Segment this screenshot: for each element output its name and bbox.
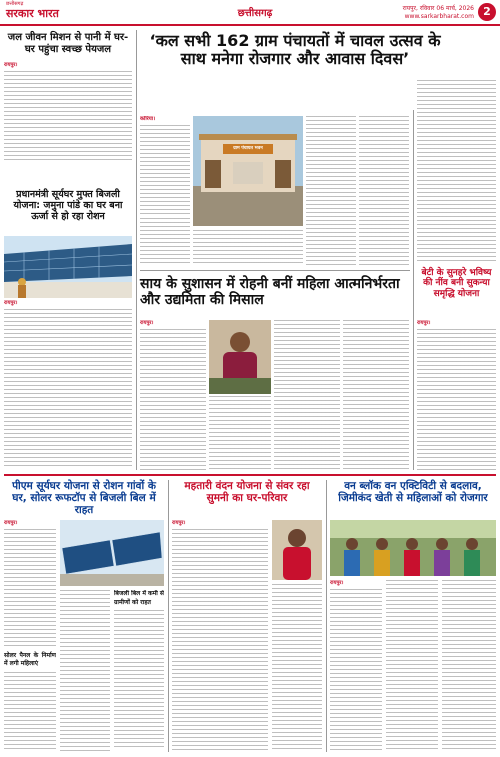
lead-headline[interactable]: ‘कल सभी 162 ग्राम पंचायतों में चावल उत्सव के साथ मनेगा रोजगार और आवास दिवस’	[149, 31, 441, 69]
story-headline[interactable]: वन ब्लॉक वन एक्टिविटी से बदलाव, जिमीकंद खेती से महिलाओं को रोजगार	[338, 480, 488, 505]
story-body-col-4	[140, 218, 190, 266]
story-byline: रायपुर।	[140, 320, 154, 326]
story-byline: रायपुर।	[4, 520, 18, 526]
section-title: छत्तीसगढ़	[237, 8, 273, 19]
story-byline: रायपुर।	[330, 580, 344, 586]
story-body-col-5	[193, 230, 303, 266]
story-body	[140, 320, 206, 470]
story-byline: रायपुर।	[172, 520, 186, 526]
story-subhead: बिजली बिल में कमी से ग्रामीणों को राहत	[114, 590, 164, 606]
solar-house-photo	[4, 236, 132, 298]
story-body	[417, 320, 496, 470]
story-body	[4, 300, 132, 468]
story-body-col-1	[140, 116, 190, 214]
solar-panels-photo	[60, 520, 164, 586]
rohni-photo	[209, 320, 271, 394]
story-byline: कोरिया।	[140, 116, 156, 122]
sumani-photo	[272, 520, 322, 580]
story-byline: रायपुर।	[417, 320, 431, 326]
story-subhead: सोलर पैनल के निर्माण में लगी महिलाएं	[4, 651, 56, 668]
story-body-col-2	[306, 116, 356, 266]
story-body-col-3	[359, 116, 409, 266]
story-headline[interactable]: पीएम सूर्यघर योजना से रोशन गांवों के घर, सोलर रूफटॉप से बिजली बिल में राहत	[12, 480, 156, 517]
column-divider	[326, 480, 327, 752]
story-body-col-3	[442, 580, 496, 752]
story-body-col-2	[60, 590, 110, 752]
newspaper-logo[interactable]	[6, 2, 59, 19]
masthead	[0, 0, 500, 26]
story-body-col-1	[4, 520, 56, 752]
story-body	[172, 520, 268, 752]
story-byline: रायपुर।	[4, 300, 18, 306]
story-body-col-2	[209, 396, 271, 470]
story-headline[interactable]: साय के सुशासन में रोहनी बनीं महिला आत्मनिर्भरता और उद्यमिता की मिसाल	[140, 276, 400, 309]
column-divider	[136, 30, 137, 470]
story-headline[interactable]: प्रधानमंत्री सूर्यघर मुफ्त बिजली योजना: जमुना पांडे का घर बना ऊर्जा से हो रहा रोशन	[13, 189, 123, 222]
photo-sign-text: ग्राम पंचायत भवन	[233, 146, 263, 151]
section-divider	[140, 270, 410, 271]
brand-subtitle: छत्तीसगढ़	[6, 1, 24, 7]
story-body-col-3	[114, 590, 164, 752]
story-body-col-2	[386, 580, 438, 752]
section-divider	[4, 474, 496, 476]
issue-date: रायपुर, रविवार 06 मार्च, 2026	[402, 5, 474, 12]
brand-name: सरकार भारत	[6, 7, 59, 20]
website-link[interactable]: www.sarkarbharat.com	[404, 12, 474, 20]
story-body	[4, 62, 132, 162]
story-body-col-3	[274, 320, 340, 470]
women-farmers-photo	[330, 520, 496, 576]
story-headline[interactable]: बेटी के सुनहरे भविष्य की नींव बनी सुकन्या समृद्धि योजना	[421, 268, 492, 299]
story-headline[interactable]: महतारी वंदन योजना से संवर रहा सुमनी का घर-परिवार	[184, 480, 310, 505]
column-divider	[168, 480, 169, 752]
panchayat-building-photo	[193, 116, 303, 226]
story-byline: रायपुर।	[4, 62, 18, 68]
column-divider	[413, 110, 414, 470]
story-headline[interactable]: जल जीवन मिशन से पानी में घर-घर पहुंचा स्वच्छ पेयजल	[7, 32, 129, 55]
story-body-continued	[417, 80, 496, 262]
story-body-col-4	[343, 320, 409, 470]
story-body-col-2	[272, 584, 322, 752]
story-body-col-1	[330, 580, 382, 752]
dateline	[403, 5, 474, 21]
page-number: 2	[478, 3, 496, 21]
